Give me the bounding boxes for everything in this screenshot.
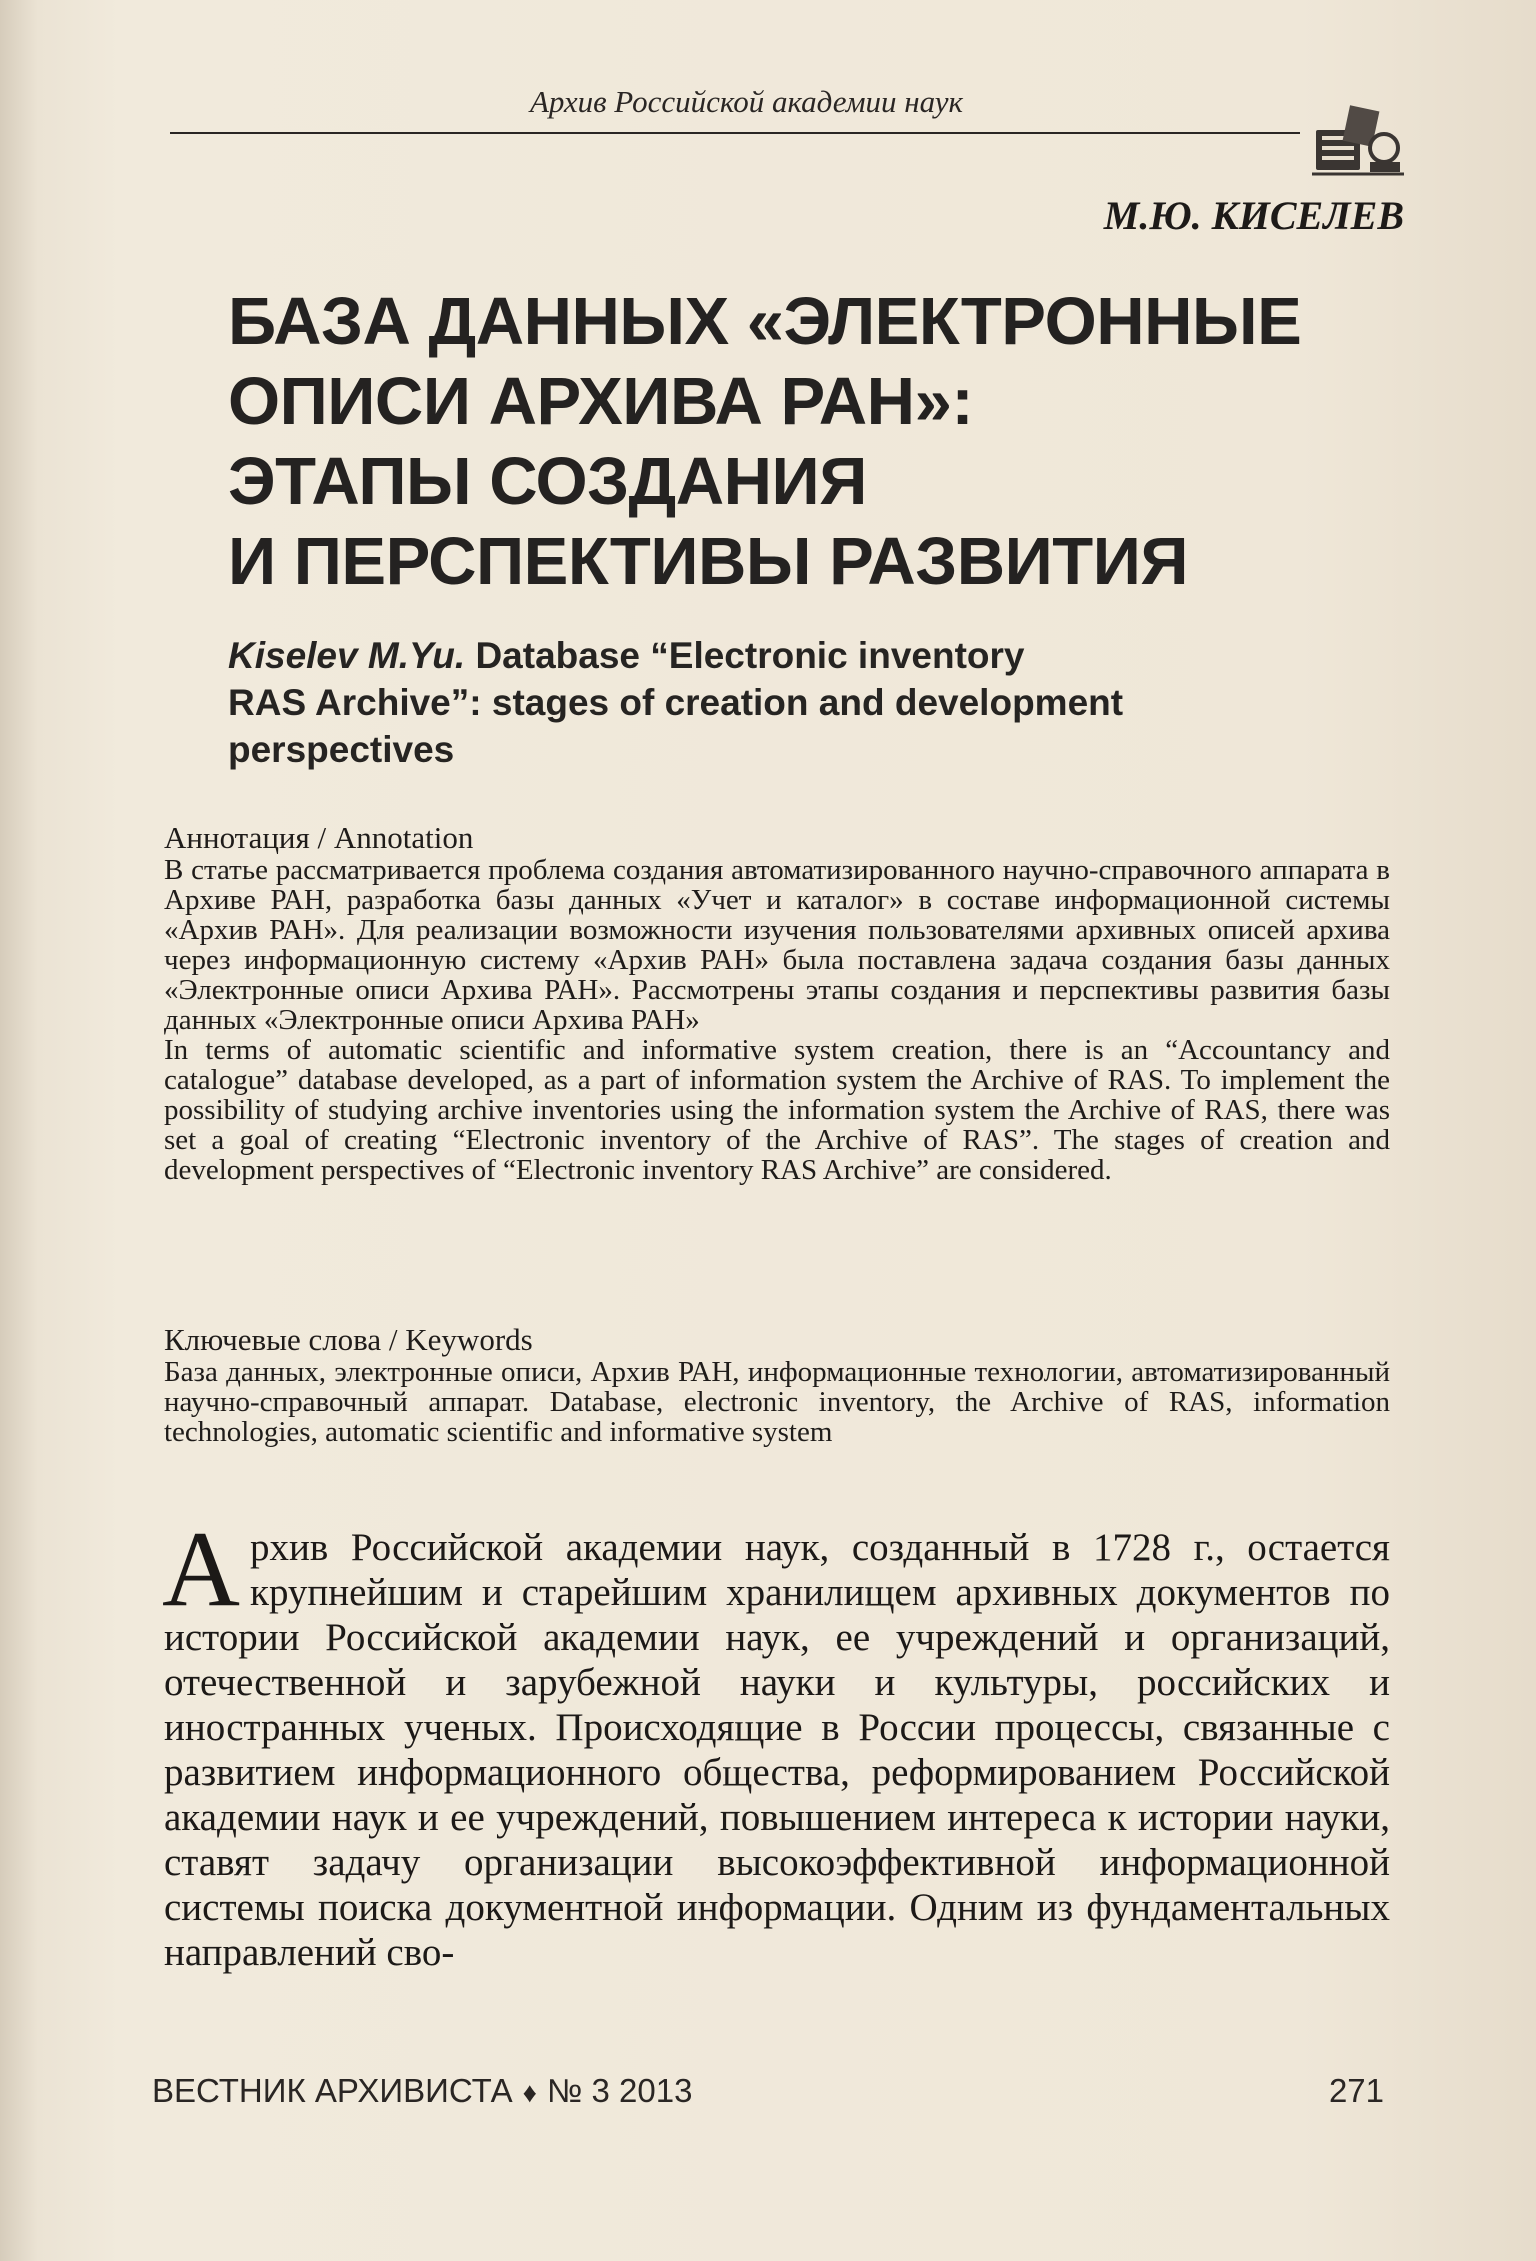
title-line: ОПИСИ АРХИВА РАН»:	[228, 364, 974, 439]
english-title-line: perspectives	[228, 729, 455, 770]
drop-cap: А	[162, 1510, 240, 1629]
archive-emblem-icon	[1310, 100, 1406, 180]
article-title	[228, 282, 1338, 602]
title-line: И ПЕРСПЕКТИВЫ РАЗВИТИЯ	[228, 524, 1189, 599]
page-number: 271	[1328, 2072, 1384, 2109]
keywords-section	[164, 1322, 1390, 1448]
annotation-section	[164, 820, 1390, 1186]
running-header: Архив Российской академии наук	[530, 84, 963, 119]
annotation-text-ru: В статье рассматривается проблема создания автоматизированного научно-справочного аппарата в Архиве РАН, разработка базы данных «Учет и каталог» в составе информационной системы «Архив РАН». Для реализации возможности изучения пользователями архивных описей архива через информационную систему «Архив РАН» была поставлена задача создания базы данных «Электронные описи Архива РАН». Рассмотрены этапы создания и перспективы развития базы данных «Электронные описи Архива РАН»	[164, 854, 1390, 1036]
journal-footer	[152, 2072, 692, 2110]
keywords-text: База данных, электронные описи, Архив РАН, информационные технологии, автоматизированный научно-справочный аппарат. Database, electronic inventory, the Archive of RAS, information technologies, automatic scientific and informative system	[164, 1356, 1390, 1448]
annotation-heading: Аннотация / Annotation	[164, 820, 474, 855]
title-line: БАЗА ДАННЫХ «ЭЛЕКТРОННЫЕ	[228, 284, 1302, 359]
header-rule	[170, 132, 1300, 134]
journal-issue: № 3 2013	[546, 2072, 693, 2109]
english-title-line	[228, 632, 1338, 679]
annotation-text-en: In terms of automatic scientific and informative system creation, there is an “Accountancy and catalogue” database developed, as a part of information system the Archive of RAS. To implement the possibility of studying archive inventories using the information system the Archive of RAS, there was set a goal of creating “Electronic inventory of the Archive of RAS”. The stages of creation and development perspectives of “Electronic inventory RAS Archive” are considered.	[164, 1034, 1390, 1186]
body-paragraph	[162, 1510, 1390, 1975]
english-title-line: RAS Archive”: stages of creation and development	[228, 682, 1124, 723]
article-author: М.Ю. КИСЕЛЕВ	[1103, 193, 1404, 238]
keywords-heading: Ключевые слова / Keywords	[164, 1322, 533, 1357]
diamond-separator: ♦	[522, 2077, 537, 2108]
title-line: ЭТАПЫ СОЗДАНИЯ	[228, 444, 867, 519]
journal-name: ВЕСТНИК АРХИВИСТА	[152, 2072, 513, 2109]
body-text: рхив Российской академии наук, созданный в 1728 г., остается крупнейшим и старейшим хранилищем архивных документов по истории Российской академии наук, ее учреждений и организаций, отечественной и зарубежной науки и культуры, российских и иностранных ученых. Происходящие в России процессы, связанные с развитием информационного общества, реформированием Российской академии наук и ее учреждений, повышением интереса к истории науки, ставят задачу организации высокоэффективной информационной системы поиска документной информации. Одним из фундаментальных направлений сво-	[164, 1526, 1390, 1974]
english-title	[228, 632, 1338, 773]
english-title-line-text: Database “Electronic inventory	[465, 635, 1025, 676]
english-author: Kiselev M.Yu.	[228, 635, 466, 676]
